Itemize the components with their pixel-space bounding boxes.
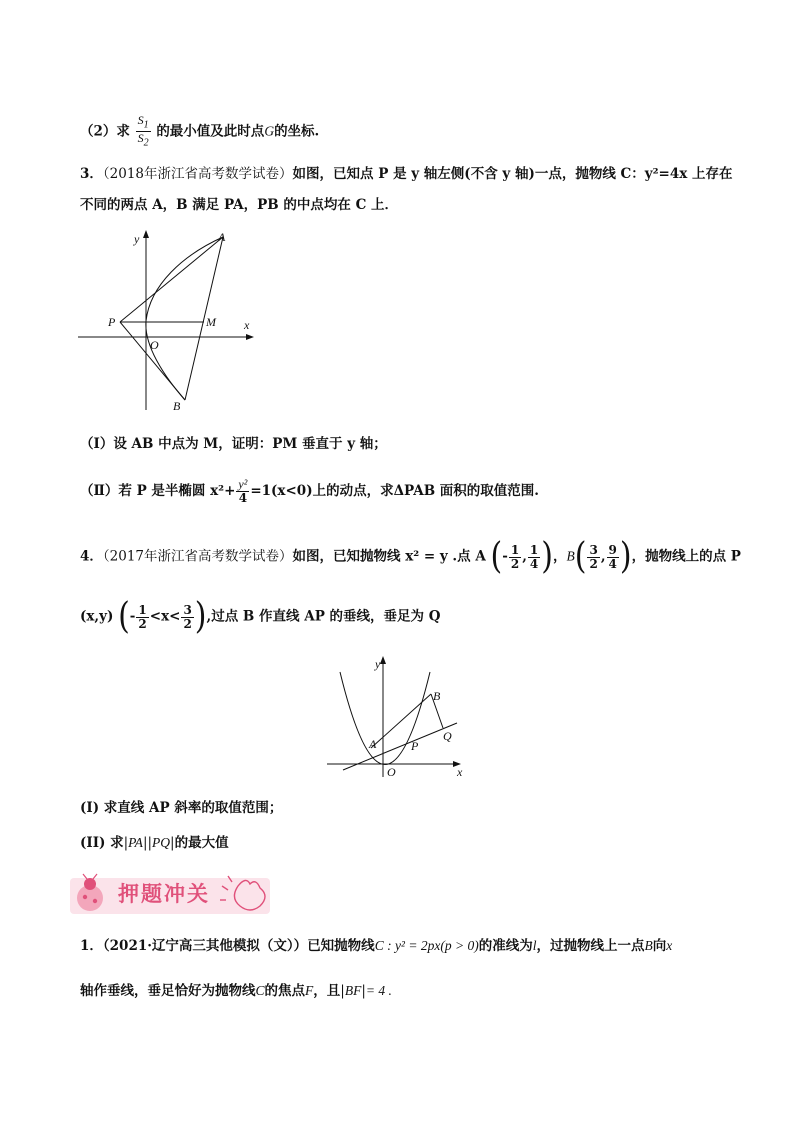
- q4-label-p: P: [411, 739, 419, 753]
- q4-label-q: Q: [443, 729, 452, 743]
- b-label: B: [566, 548, 575, 564]
- range-minus: -: [129, 608, 136, 625]
- q3-line2: [80, 195, 398, 215]
- q3-label-m: M: [206, 315, 216, 329]
- q3-text1: 如图，已知点 P 是 y 轴左侧(不含 y 轴)一点，抛物线 C：y²=4x 上存在: [292, 166, 733, 182]
- a2-num: 1: [529, 542, 539, 557]
- paren-close-b: ): [619, 535, 632, 578]
- p1-text-a: 已知抛物线: [307, 938, 375, 954]
- part2-label: （2）求: [80, 123, 130, 140]
- q3-label-o: O: [150, 338, 159, 352]
- frac-den: S: [137, 131, 144, 146]
- q3-label-a: A: [218, 230, 226, 244]
- q3-source: （2018年浙江省高考数学试卷）: [102, 166, 293, 182]
- range-paren-close: ): [194, 595, 207, 638]
- sub2-num: y²: [238, 477, 248, 491]
- q3-sub1-text: （Ⅰ）设 AB 中点为 M，证明：PM 垂直于 y 轴；: [80, 436, 387, 452]
- q3-sub2-a: （Ⅱ）若 P 是半椭圆 x²+: [80, 483, 236, 499]
- p1-source: （2021·辽宁高三其他模拟（文））: [102, 938, 308, 954]
- minus-sign: -: [502, 548, 508, 565]
- b2-num: 9: [608, 542, 617, 557]
- q4-label-y: y: [375, 657, 381, 671]
- p1-line2-a: 轴作垂线，垂足恰好为抛物线: [80, 983, 256, 999]
- p1-var-f: F: [305, 983, 314, 998]
- b1-den: 2: [589, 556, 598, 571]
- r2-num: 3: [183, 602, 192, 617]
- var-g: G: [264, 123, 275, 139]
- r1-den: 2: [138, 616, 147, 631]
- q3-text2: 不同的两点 A，B 满足 PA，PB 的中点均在 C 上．: [80, 197, 399, 213]
- s1-s2-fraction: [136, 114, 151, 150]
- part2-tail: 的最小值及此时点: [156, 123, 265, 140]
- range-paren-open: (: [118, 595, 130, 638]
- a2-den: 4: [529, 556, 539, 571]
- q3-label-y: y: [134, 232, 140, 246]
- r1-num: 1: [138, 602, 147, 617]
- b-x-fraction: [587, 544, 599, 571]
- frac-num-sub: 1: [143, 119, 149, 131]
- paren-open-b: (: [574, 535, 587, 578]
- pa-expr: PA: [128, 835, 143, 850]
- y2-over-4-fraction: [236, 478, 249, 505]
- q4-sub1: [80, 798, 282, 818]
- q3-label-x: x: [244, 318, 250, 332]
- q4-source: （2017年浙江省高考数学试卷）: [102, 548, 293, 565]
- p1-condition: p > 0: [444, 938, 475, 953]
- q4-sub2-a: (II) 求: [80, 835, 124, 851]
- a-x-fraction: [509, 544, 521, 571]
- p1-bf: BF: [344, 983, 362, 998]
- q4-sub1-text: (I) 求直线 AP 斜率的取值范围；: [80, 800, 283, 816]
- b-y-fraction: [607, 544, 619, 571]
- paren-close: ): [541, 535, 553, 578]
- p1-line2-b: 的焦点: [264, 983, 306, 999]
- p1-line1: 1．（2021·辽宁高三其他模拟（文））已知抛物线C : y² = 2px(p > 0)的准线为l，过抛物线上一点B向x: [80, 938, 673, 954]
- pq-expr: PQ: [152, 835, 171, 850]
- a1-num: 1: [510, 542, 520, 557]
- q3-sub2: [80, 478, 539, 505]
- frac-num: S: [137, 113, 144, 127]
- q3-line1: [80, 164, 733, 184]
- q3-number: 3．: [80, 166, 103, 182]
- p1-equation: C : y² = 2px: [374, 938, 441, 953]
- q4-line1: 4．（2017年浙江省高考数学试卷）如图，已知抛物线 x² = y .点 A (- $\frac{1}{2}$ , $\frac{1}{4}$ )，B( $\frac{3}{2}$ , $\frac{9}{4}$ )，抛物线上的点 P: [80, 535, 741, 578]
- q4-label-b: B: [433, 689, 441, 703]
- p1-var-c: C: [255, 983, 265, 998]
- p1-text-d: 向: [652, 938, 667, 954]
- b2-den: 4: [608, 556, 617, 571]
- range-high-fraction: [181, 604, 193, 631]
- p1-line2: 轴作垂线，垂足恰好为抛物线C的焦点F，且|BF|= 4 .: [80, 983, 392, 999]
- q4-line2: [80, 595, 441, 638]
- q4-number: 4．: [80, 548, 103, 565]
- paren-open: (: [490, 535, 503, 578]
- q3-label-b: B: [173, 399, 181, 413]
- r2-den: 2: [183, 616, 192, 631]
- range-low-fraction: [136, 604, 148, 631]
- a-y-fraction: [528, 544, 540, 571]
- p1-line2-d: = 4 .: [365, 983, 392, 998]
- q3-sub1: [80, 434, 387, 454]
- q4-label-x: x: [457, 765, 463, 779]
- q4-text-b: ，抛物线上的点 P: [631, 548, 741, 565]
- q4-sub2: (II) 求|PA||PQ|的最大值: [80, 835, 229, 851]
- p1-var-x: x: [666, 938, 673, 953]
- q4-label-o: O: [387, 765, 396, 779]
- a1-den: 2: [510, 556, 520, 571]
- frac-den-sub: 2: [143, 137, 149, 149]
- q4-label-a: A: [369, 737, 377, 751]
- q4-text-a: 如图，已知抛物线 x² = y .点 A: [292, 548, 486, 565]
- sub2-den: 4: [238, 491, 248, 505]
- p1-var-b: B: [644, 938, 653, 953]
- part2-tail2: 的坐标.: [274, 123, 320, 140]
- part2-question: [80, 114, 319, 150]
- q3-label-p: P: [108, 315, 116, 329]
- q3-sub2-b: =1(x<0)上的动点，求ΔPAB 面积的取值范围.: [250, 483, 540, 499]
- q4-figure: [325, 652, 475, 782]
- p1-var-l: l: [532, 938, 537, 953]
- q4-line2-b: ,过点 B 作直线 AP 的垂线，垂足为 Q: [206, 608, 441, 625]
- p1-line2-c: ，且: [313, 983, 341, 999]
- p1-text-c: ，过抛物线上一点: [536, 938, 645, 954]
- p1-text-b: 的准线为: [478, 938, 533, 954]
- q4-sub2-b: 的最大值: [174, 835, 229, 851]
- q3-figure: [78, 225, 268, 415]
- b1-num: 3: [589, 542, 598, 557]
- q4-line2-a: (x,y): [80, 608, 114, 625]
- banner-title: 押题冲关: [118, 882, 210, 906]
- p1-number: 1．: [80, 938, 103, 954]
- lt-sign-1: <x<: [149, 608, 181, 625]
